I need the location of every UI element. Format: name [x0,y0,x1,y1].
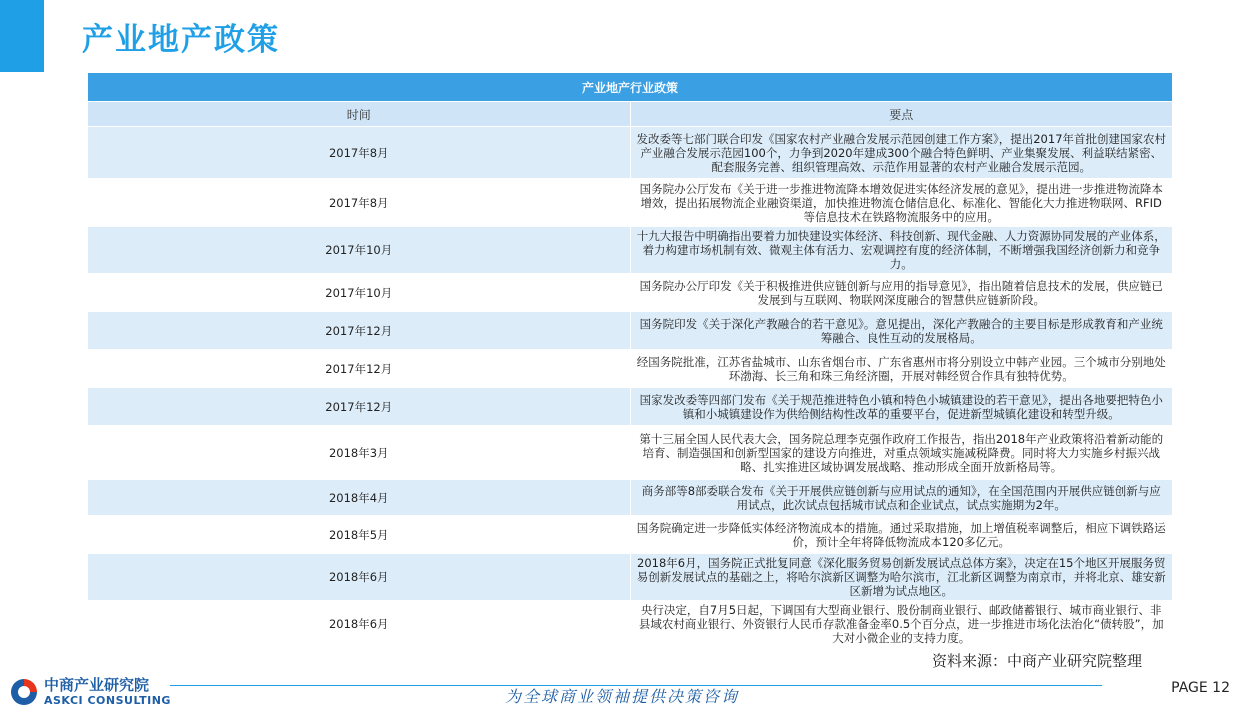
row-time: 2018年5月 [88,516,631,554]
row-point: 国务院办公厅印发《关于积极推进供应链创新与应用的指导意见》，指出随着信息技术的发展，供应链已发展到与互联网、物联网深度融合的智慧供应链新阶段。 [630,274,1173,312]
row-point: 商务部等8部委联合发布《关于开展供应链创新与应用试点的通知》，在全国范围内开展供应链创新与应用试点，此次试点包括城市试点和企业试点，试点实施期为2年。 [630,480,1173,516]
logo-name-en: ASKCI CONSULTING [44,694,171,707]
row-point: 2018年6月，国务院正式批复同意《深化服务贸易创新发展试点总体方案》，决定在15个地区开展服务贸易创新发展试点的基础之上，将哈尔滨新区调整为哈尔滨市，江北新区调整为南京市，并将北京、雄安新区新增为试点地区。 [630,554,1173,601]
row-point: 央行决定，自7月5日起，下调国有大型商业银行、股份制商业银行、邮政储蓄银行、城市商业银行、非县域农村商业银行、外资银行人民币存款准备金率0.5个百分点，进一步推进市场化法治化“债转股”，加大对小微企业的支持力度。 [630,601,1173,648]
row-time: 2017年12月 [88,350,631,388]
table-caption: 产业地产行业政策 [88,73,1173,102]
table-caption-row [88,73,1173,102]
row-time: 2017年10月 [88,227,631,274]
table-row [88,350,1173,388]
row-time: 2018年3月 [88,426,631,480]
table-row [88,127,1173,179]
table-row [88,312,1173,350]
table-row [88,426,1173,480]
askci-logo [8,672,171,712]
logo-mark-icon [8,676,40,708]
table-row [88,274,1173,312]
logo-name-cn: 中商产业研究院 [44,676,150,694]
row-time: 2017年8月 [88,127,631,179]
table-row [88,554,1173,601]
row-point: 第十三届全国人民代表大会，国务院总理李克强作政府工作报告，指出2018年产业政策将沿着新动能的培育、制造强国和创新型国家的建设方向推进，对重点领域实施减税降费。同时将大力实施乡村振兴战略、扎实推进区域协调发展战略、推动形成全面开放新格局等。 [630,426,1173,480]
row-point: 发改委等七部门联合印发《国家农村产业融合发展示范园创建工作方案》，提出2017年首批创建国家农村产业融合发展示范园100个，力争到2020年建成300个融合特色鲜明、产业集聚发展、利益联结紧密、配套服务完善、组织管理高效、示范作用显著的农村产业融合发展示范园。 [630,127,1173,179]
source-note: 资料来源：中商产业研究院整理 [931,652,1142,670]
page-title: 产业地产政策 [82,22,280,58]
row-time: 2017年10月 [88,274,631,312]
table-row [88,227,1173,274]
row-point: 国务院印发《关于深化产教融合的若干意见》。意见提出，深化产教融合的主要目标是形成教育和产业统筹融合、良性互动的发展格局。 [630,312,1173,350]
row-time: 2017年12月 [88,388,631,426]
row-time: 2018年6月 [88,554,631,601]
table-row [88,388,1173,426]
policy-table [87,72,1173,648]
row-time: 2017年8月 [88,179,631,227]
row-time: 2018年6月 [88,601,631,648]
row-time: 2017年12月 [88,312,631,350]
page-number: PAGE 12 [1171,680,1230,696]
footer-slogan: 为全球商业领袖提供决策咨询 [505,687,740,706]
row-point: 国务院确定进一步降低实体经济物流成本的措施。通过采取措施，加上增值税率调整后，相应下调铁路运价，预计全年将降低物流成本120多亿元。 [630,516,1173,554]
row-point: 十九大报告中明确指出要着力加快建设实体经济、科技创新、现代金融、人力资源协同发展的产业体系，着力构建市场机制有效、微观主体有活力、宏观调控有度的经济体制，不断增强我国经济创新力和竞争力。 [630,227,1173,274]
column-header-time: 时间 [88,102,631,127]
row-point: 国务院办公厅发布《关于进一步推进物流降本增效促进实体经济发展的意见》，提出进一步推进物流降本增效，提出拓展物流企业融资渠道，加快推进物流仓储信息化、标准化、智能化大力推进物联网、RFID等信息技术在铁路物流服务中的应用。 [630,179,1173,227]
table-header-row [88,102,1173,127]
row-time: 2018年4月 [88,480,631,516]
row-point: 国家发改委等四部门发布《关于规范推进特色小镇和特色小城镇建设的若干意见》，提出各地要把特色小镇和小城镇建设作为供给侧结构性改革的重要平台，促进新型城镇化建设和转型升级。 [630,388,1173,426]
row-point: 经国务院批准，江苏省盐城市、山东省烟台市、广东省惠州市将分别设立中韩产业园。三个城市分别地处环渤海、长三角和珠三角经济圈，开展对韩经贸合作具有独特优势。 [630,350,1173,388]
table-body [88,127,1173,648]
table-row [88,179,1173,227]
table-row [88,480,1173,516]
table-row [88,516,1173,554]
title-accent-bar [0,0,44,72]
column-header-point: 要点 [630,102,1173,127]
table-row [88,601,1173,648]
